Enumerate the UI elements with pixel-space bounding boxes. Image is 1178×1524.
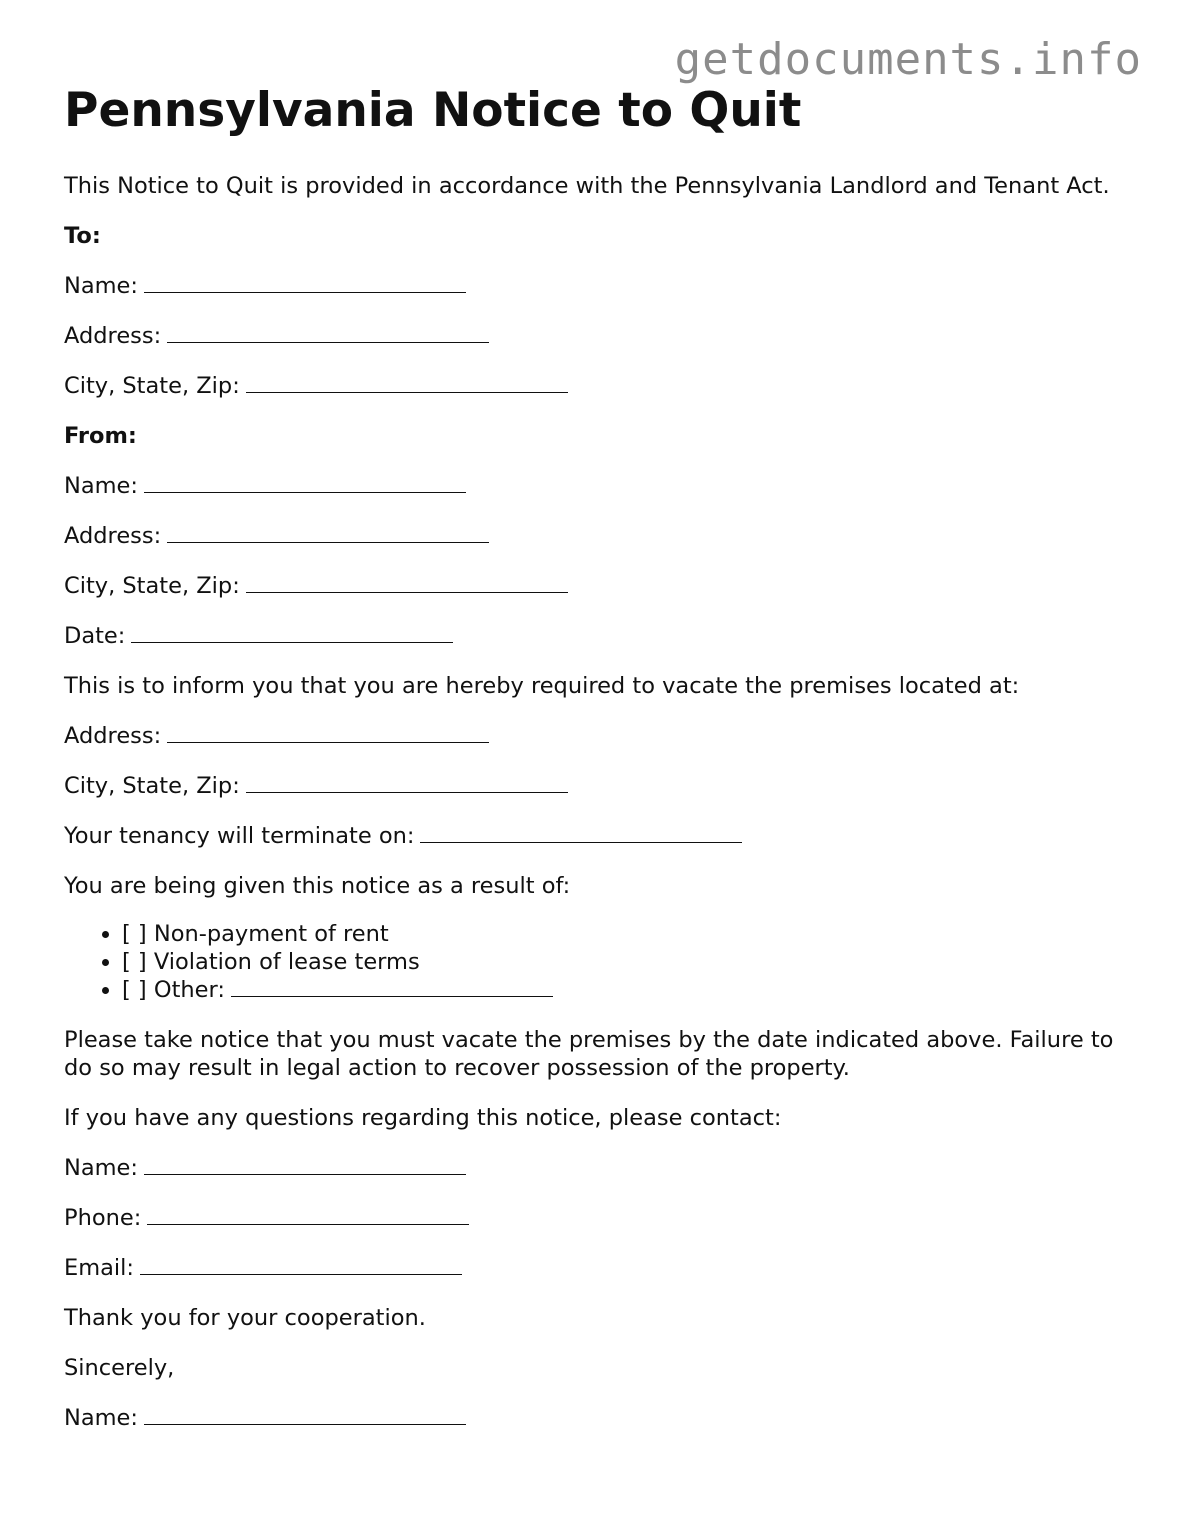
to-city-line xyxy=(64,372,1124,400)
contact-phone-label: Phone: xyxy=(64,1205,142,1232)
signature-name-field[interactable] xyxy=(144,1404,466,1425)
to-city-field[interactable] xyxy=(246,372,568,393)
reason-list xyxy=(64,920,1124,1004)
thanks-paragraph: Thank you for your cooperation. xyxy=(64,1305,426,1332)
contact-paragraph: If you have any questions regarding this notice, please contact: xyxy=(64,1105,782,1132)
from-address-field[interactable] xyxy=(167,522,489,543)
to-name-field[interactable] xyxy=(144,272,466,293)
contact-name-line xyxy=(64,1154,1124,1182)
from-city-label: City, State, Zip: xyxy=(64,573,240,600)
reason-option-violation[interactable]: • [ ] Violation of lease terms xyxy=(122,948,1124,976)
watermark: getdocuments.info xyxy=(674,34,1142,85)
contact-name-field[interactable] xyxy=(144,1154,466,1175)
contact-email-line xyxy=(64,1254,1124,1282)
from-city-field[interactable] xyxy=(246,572,568,593)
from-address-line xyxy=(64,522,1124,550)
to-city-label: City, State, Zip: xyxy=(64,373,240,400)
reason-other-field[interactable] xyxy=(231,976,553,997)
signature-name-line xyxy=(64,1404,1124,1432)
from-name-line xyxy=(64,472,1124,500)
reason-option-other[interactable] xyxy=(122,976,1124,1004)
from-name-label: Name: xyxy=(64,473,138,500)
premises-city-line xyxy=(64,772,1124,800)
premises-paragraph: This is to inform you that you are hereby required to vacate the premises located at: xyxy=(64,673,1020,700)
intro-paragraph: This Notice to Quit is provided in accordance with the Pennsylvania Landlord and Tenant Act. xyxy=(64,173,1110,200)
contact-phone-field[interactable] xyxy=(147,1204,469,1225)
closing-paragraph: Sincerely, xyxy=(64,1355,175,1382)
from-date-label: Date: xyxy=(64,623,126,650)
to-name-line xyxy=(64,272,1124,300)
from-heading: From: xyxy=(64,423,137,450)
from-date-field[interactable] xyxy=(131,622,453,643)
contact-phone-line xyxy=(64,1204,1124,1232)
premises-city-field[interactable] xyxy=(246,772,568,793)
document-page xyxy=(64,84,1124,1454)
from-address-label: Address: xyxy=(64,523,162,550)
to-address-field[interactable] xyxy=(167,322,489,343)
premises-city-label: City, State, Zip: xyxy=(64,773,240,800)
contact-name-label: Name: xyxy=(64,1155,138,1182)
page-title: Pennsylvania Notice to Quit xyxy=(64,83,802,138)
reason-paragraph: You are being given this notice as a result of: xyxy=(64,873,571,900)
to-address-line xyxy=(64,322,1124,350)
warning-paragraph: Please take notice that you must vacate the premises by the date indicated above. Failure to do so may result in legal action to recover possession of the property. xyxy=(64,1027,1114,1082)
contact-email-label: Email: xyxy=(64,1255,135,1282)
from-date-line xyxy=(64,622,1124,650)
contact-email-field[interactable] xyxy=(140,1254,462,1275)
signature-name-label: Name: xyxy=(64,1405,138,1432)
from-city-line xyxy=(64,572,1124,600)
premises-address-label: Address: xyxy=(64,723,162,750)
termination-date-field[interactable] xyxy=(420,822,742,843)
termination-label: Your tenancy will terminate on: xyxy=(64,823,415,850)
termination-line xyxy=(64,822,1124,850)
reason-option-other-label: [ ] Other: xyxy=(122,977,225,1004)
premises-address-field[interactable] xyxy=(167,722,489,743)
to-address-label: Address: xyxy=(64,323,162,350)
from-name-field[interactable] xyxy=(144,472,466,493)
reason-option-nonpayment[interactable]: • [ ] Non-payment of rent xyxy=(122,920,1124,948)
premises-address-line xyxy=(64,722,1124,750)
to-name-label: Name: xyxy=(64,273,138,300)
to-heading: To: xyxy=(64,223,101,250)
